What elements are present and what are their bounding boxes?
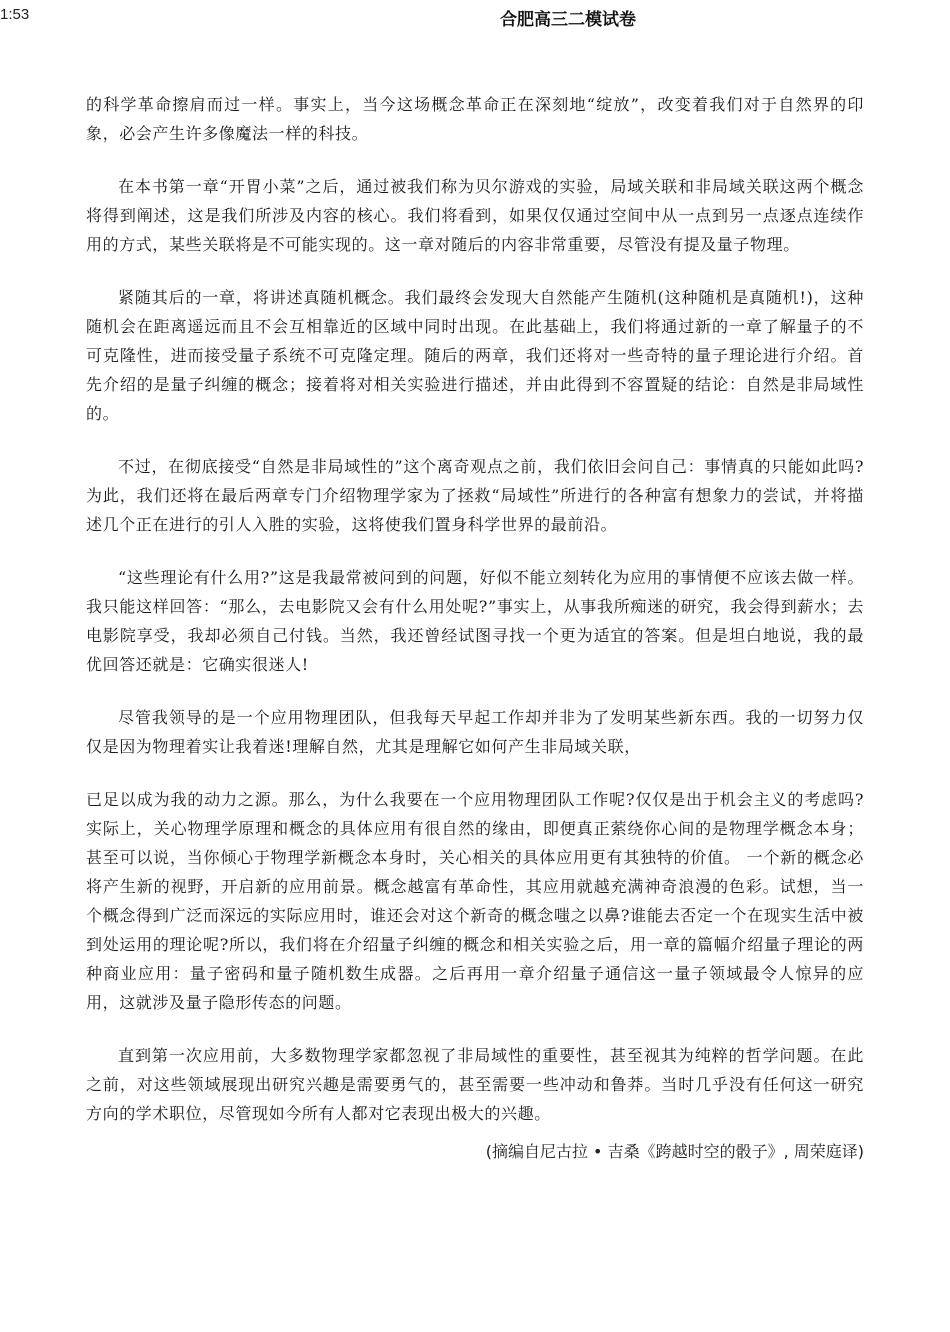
paragraph-3: 紧随其后的一章，将讲述真随机概念。我们最终会发现大自然能产生随机(这种随机是真随机!)，这种随机会在距离遥远而且不会互相靠近的区域中同时出现。在此基础上，我们将通过新的一章了解量子的不可克隆性，进而接受量子系统不可克隆定理。随后的两章，我们还将对一些奇特的量子理论进行介绍。首先介绍的是量子纠缠的概念；接着将对相关实验进行描述，并由此得到不容置疑的结论：自然是非局域性的。 xyxy=(86,288,864,423)
source-citation: (摘编自尼古拉 • 吉桑《跨越时空的骰子》, 周荣庭译) xyxy=(485,1142,864,1161)
article-body xyxy=(86,90,864,1166)
paragraph-7: 已足以成为我的动力之源。那么，为什么我要在一个应用物理团队工作呢?仅仅是出于机会主义的考虑吗?实际上，关心物理学原理和概念的具体应用有很自然的缘由，即便真正萦绕你心间的是物理学概念本身；甚至可以说，当你倾心于物理学新概念本身时，关心相关的具体应用更有其独特的价值。 一个新的概念必将产生新的视野，开启新的应用前景。概念越富有革命性，其应用就越充满神奇浪漫的色彩。试想，当一个概念得到广泛而深远的实际应用时，谁还会对这个新奇的概念嗤之以鼻?谁能去否定一个在现实生活中被到处运用的理论呢?所以，我们将在介绍量子纠缠的概念和相关实验之后，用一章的篇幅介绍量子理论的两种商业应用：量子密码和量子随机数生成器。之后再用一章介绍量子通信这一量子领域最令人惊异的应用，这就涉及量子隐形传态的问题。 xyxy=(86,790,864,1012)
paragraph-6: 尽管我领导的是一个应用物理团队，但我每天早起工作却并非为了发明某些新东西。我的一切努力仅仅是因为物理着实让我着迷!理解自然，尤其是理解它如何产生非局域关联， xyxy=(86,708,864,756)
page-title: 合肥高三二模试卷 xyxy=(500,10,636,29)
paragraph-4: 不过，在彻底接受“自然是非局域性的”这个离奇观点之前，我们依旧会问自己：事情真的只能如此吗?为此，我们还将在最后两章专门介绍物理学家为了拯救“局域性”所进行的各种富有想象力的尝试，并将描述几个正在进行的引人入胜的实验，这将使我们置身科学世界的最前沿。 xyxy=(86,457,864,534)
paragraph-8: 直到第一次应用前，大多数物理学家都忽视了非局域性的重要性，甚至视其为纯粹的哲学问题。在此之前，对这些领域展现出研究兴趣是需要勇气的，甚至需要一些冲动和鲁莽。当时几乎没有任何这一研究方向的学术职位，尽管现如今所有人都对它表现出极大的兴趣。 xyxy=(86,1046,864,1123)
status-time: 1:53 xyxy=(0,6,30,23)
paragraph-2: 在本书第一章“开胃小菜”之后，通过被我们称为贝尔游戏的实验，局域关联和非局域关联这两个概念将得到阐述，这是我们所涉及内容的核心。我们将看到，如果仅仅通过空间中从一点到另一点逐点连续作用的方式，某些关联将是不可能实现的。这一章对随后的内容非常重要，尽管没有提及量子物理。 xyxy=(86,177,864,254)
paragraph-5: “这些理论有什么用?”这是我最常被问到的问题，好似不能立刻转化为应用的事情便不应该去做一样。我只能这样回答：“那么，去电影院又会有什么用处呢?”事实上，从事我所痴迷的研究，我会得到薪水；去电影院享受，我却必须自己付钱。当然，我还曾经试图寻找一个更为适宜的答案。但是坦白地说，我的最优回答还就是：它确实很迷人! xyxy=(86,568,864,674)
paragraph-1: 的科学革命擦肩而过一样。事实上，当今这场概念革命正在深刻地“绽放”，改变着我们对于自然界的印象，必会产生许多像魔法一样的科技。 xyxy=(86,95,864,143)
